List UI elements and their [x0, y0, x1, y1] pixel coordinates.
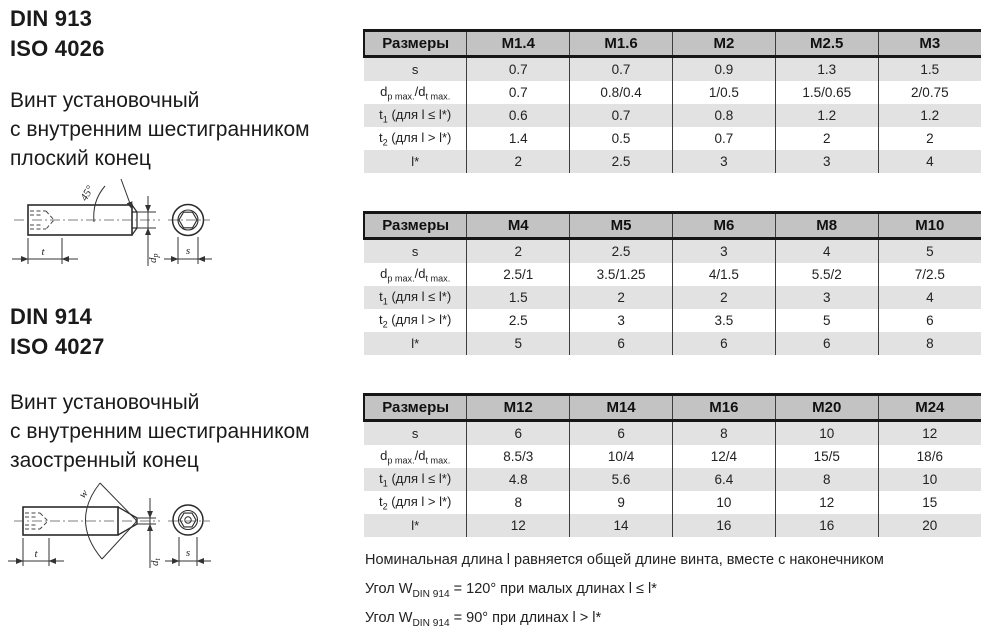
dimension-value: 5.6	[570, 468, 673, 491]
dimension-value: 6	[878, 309, 981, 332]
description-line: Винт установочный	[10, 391, 200, 414]
dimension-value: 0.7	[467, 57, 570, 82]
standard-iso-4026: ISO 4026	[10, 36, 105, 61]
dimension-value: 2.5	[467, 309, 570, 332]
dimension-value: 18/6	[878, 445, 981, 468]
description-line: с внутренним шестигранником	[10, 420, 310, 443]
table-row	[364, 239, 981, 264]
s-dimension-label: s	[185, 547, 191, 559]
column-header-M4: M4	[467, 213, 570, 239]
row-label: $t_2$ (для l > l*)	[378, 493, 452, 512]
dimension-value: 1.5	[878, 57, 981, 82]
description-line: с внутренним шестигранником	[10, 118, 310, 141]
dimension-value: 1.2	[878, 104, 981, 127]
table-row	[364, 104, 981, 127]
dp-dimension-label: dp	[147, 253, 160, 263]
dimension-value: 5	[775, 309, 878, 332]
row-label: $t_1$ (для l ≤ l*)	[379, 288, 452, 307]
description-line: заостренный конец	[10, 449, 199, 472]
section-din913-standards	[10, 4, 105, 64]
note-line: Угол $W_{DIN 914} = 120^\circ$ при малых длинах l ≤ l*	[365, 581, 657, 600]
dimension-value: 1/0.5	[672, 81, 775, 104]
column-header-sizes: Размеры	[364, 31, 467, 57]
table-row	[364, 514, 981, 537]
row-label: s	[411, 62, 419, 77]
column-header-M5: M5	[570, 213, 673, 239]
dimension-value: 0.8	[672, 104, 775, 127]
column-header-sizes: Размеры	[364, 213, 467, 239]
row-label: $t_2$ (для l > l*)	[378, 129, 452, 148]
dimension-value: 10	[775, 421, 878, 446]
dimension-value: 2	[878, 127, 981, 150]
table-row	[364, 263, 981, 286]
table-row	[364, 286, 981, 309]
dimension-value: 14	[570, 514, 673, 537]
column-header-M1.4: M1.4	[467, 31, 570, 57]
row-label: s	[411, 244, 419, 259]
dimension-value: 6	[467, 421, 570, 446]
dimension-value: 1.3	[775, 57, 878, 82]
dimension-value: 15/5	[775, 445, 878, 468]
row-label: s	[411, 426, 419, 441]
dimension-value: 0.8/0.4	[570, 81, 673, 104]
chamfer-angle-callout	[94, 179, 132, 222]
t-dimension	[12, 238, 78, 264]
table-row	[364, 81, 981, 104]
row-label: $d_{p max.}/d_{t max.}$	[380, 83, 451, 102]
column-header-M24: M24	[878, 395, 981, 421]
dimension-value: 9	[570, 491, 673, 514]
row-label: $t_2$ (для l > l*)	[378, 311, 452, 330]
cone-point-set-screw-drawing	[6, 474, 241, 576]
standard-din-914: DIN 914	[10, 304, 93, 329]
dimension-value: 6	[672, 332, 775, 355]
dimension-value: 3	[672, 239, 775, 264]
dimension-value: 2	[775, 127, 878, 150]
dimension-value: 8	[672, 421, 775, 446]
dimensions-table-m12-m24	[363, 393, 981, 537]
description-line: Винт установочный	[10, 89, 200, 112]
dimension-value: 0.6	[467, 104, 570, 127]
dimension-value: 8	[878, 332, 981, 355]
table-row	[364, 468, 981, 491]
dimension-value: 12	[878, 421, 981, 446]
t-dimension-label: t	[41, 246, 45, 258]
t-dimension-label: t	[34, 548, 38, 560]
dimension-value: 3	[672, 150, 775, 173]
column-header-M1.6: M1.6	[570, 31, 673, 57]
chamfer-angle-label: 45°	[78, 183, 97, 204]
column-header-M2.5: M2.5	[775, 31, 878, 57]
dimension-value: 4	[878, 150, 981, 173]
dimension-value: 2	[570, 286, 673, 309]
column-header-M16: M16	[672, 395, 775, 421]
dimension-value: 1.5/0.65	[775, 81, 878, 104]
column-header-M12: M12	[467, 395, 570, 421]
note-line: Номинальная длина l равняется общей длине винта, вместе с наконечником	[365, 552, 884, 568]
dimension-value: 4	[775, 239, 878, 264]
dimension-value: 10	[672, 491, 775, 514]
dimension-value: 0.7	[672, 127, 775, 150]
dt-dimension-label: dt	[149, 558, 162, 566]
dimension-value: 16	[672, 514, 775, 537]
dimension-value: 5.5/2	[775, 263, 878, 286]
dimension-value: 8	[467, 491, 570, 514]
dimension-value: 16	[775, 514, 878, 537]
table-row	[364, 421, 981, 446]
dimensions-table-m4-m10	[363, 211, 981, 355]
row-label: $d_{p max.}/d_{t max.}$	[380, 447, 451, 466]
section-din913-description	[10, 86, 310, 173]
dimension-value: 2	[467, 239, 570, 264]
dimension-value: 0.5	[570, 127, 673, 150]
flat-point-set-screw-drawing	[6, 170, 236, 282]
row-label: $t_1$ (для l ≤ l*)	[379, 106, 452, 125]
dimension-value: 3	[775, 286, 878, 309]
dimension-value: 12	[775, 491, 878, 514]
dimension-value: 10/4	[570, 445, 673, 468]
row-label: l*	[411, 154, 420, 169]
footnotes	[365, 551, 884, 628]
row-label: $d_{p max.}/d_{t max.}$	[380, 265, 451, 284]
dimension-value: 6	[570, 421, 673, 446]
table-row	[364, 127, 981, 150]
dimension-value: 2	[672, 286, 775, 309]
s-dimension-label: s	[185, 245, 191, 257]
table-row	[364, 57, 981, 82]
dimension-value: 3.5	[672, 309, 775, 332]
dimension-value: 8	[775, 468, 878, 491]
dimension-value: 12/4	[672, 445, 775, 468]
dimension-value: 5	[467, 332, 570, 355]
column-header-M6: M6	[672, 213, 775, 239]
dimension-value: 0.9	[672, 57, 775, 82]
dimension-value: 0.7	[570, 57, 673, 82]
table-row	[364, 150, 981, 173]
standard-din-913: DIN 913	[10, 6, 93, 31]
row-label: l*	[411, 518, 420, 533]
section-din914-description	[10, 388, 310, 475]
standard-iso-4027: ISO 4027	[10, 334, 105, 359]
column-header-M14: M14	[570, 395, 673, 421]
end-view	[173, 505, 203, 535]
dimension-value: 0.7	[570, 104, 673, 127]
description-line: плоский конец	[10, 147, 151, 170]
dimension-value: 1.5	[467, 286, 570, 309]
dimension-value: 10	[878, 468, 981, 491]
dimension-value: 2	[467, 150, 570, 173]
row-label: l*	[411, 336, 420, 351]
column-header-M3: M3	[878, 31, 981, 57]
dimension-value: 2/0.75	[878, 81, 981, 104]
dimension-value: 4	[878, 286, 981, 309]
dimension-value: 6	[570, 332, 673, 355]
dimension-value: 12	[467, 514, 570, 537]
row-label: $t_1$ (для l ≤ l*)	[379, 470, 452, 489]
dimension-value: 3.5/1.25	[570, 263, 673, 286]
dimension-value: 6.4	[672, 468, 775, 491]
dimension-value: 5	[878, 239, 981, 264]
dimension-value: 20	[878, 514, 981, 537]
note-line: Угол $W_{DIN 914} = 90^\circ$ при длинах l > l*	[365, 609, 602, 628]
column-header-M20: M20	[775, 395, 878, 421]
column-header-M2: M2	[672, 31, 775, 57]
column-header-M10: M10	[878, 213, 981, 239]
section-din914-standards	[10, 302, 105, 362]
dimension-value: 4.8	[467, 468, 570, 491]
dimension-value: 15	[878, 491, 981, 514]
table-row	[364, 309, 981, 332]
dimension-value: 4/1.5	[672, 263, 775, 286]
dimensions-table-m1.4-m3	[363, 29, 981, 173]
dimension-value: 8.5/3	[467, 445, 570, 468]
table-row	[364, 332, 981, 355]
dimension-value: 2.5/1	[467, 263, 570, 286]
point-angle-label: w	[76, 487, 91, 501]
column-header-sizes: Размеры	[364, 395, 467, 421]
dimension-value: 7/2.5	[878, 263, 981, 286]
dt-dimension	[137, 498, 156, 568]
dimension-value: 6	[775, 332, 878, 355]
dimension-value: 1.2	[775, 104, 878, 127]
dimension-value: 2.5	[570, 150, 673, 173]
dimension-value: 0.7	[467, 81, 570, 104]
dimension-value: 3	[570, 309, 673, 332]
dimension-value: 3	[775, 150, 878, 173]
column-header-M8: M8	[775, 213, 878, 239]
dimension-value: 2.5	[570, 239, 673, 264]
table-row	[364, 445, 981, 468]
dimension-value: 1.4	[467, 127, 570, 150]
table-row	[364, 491, 981, 514]
